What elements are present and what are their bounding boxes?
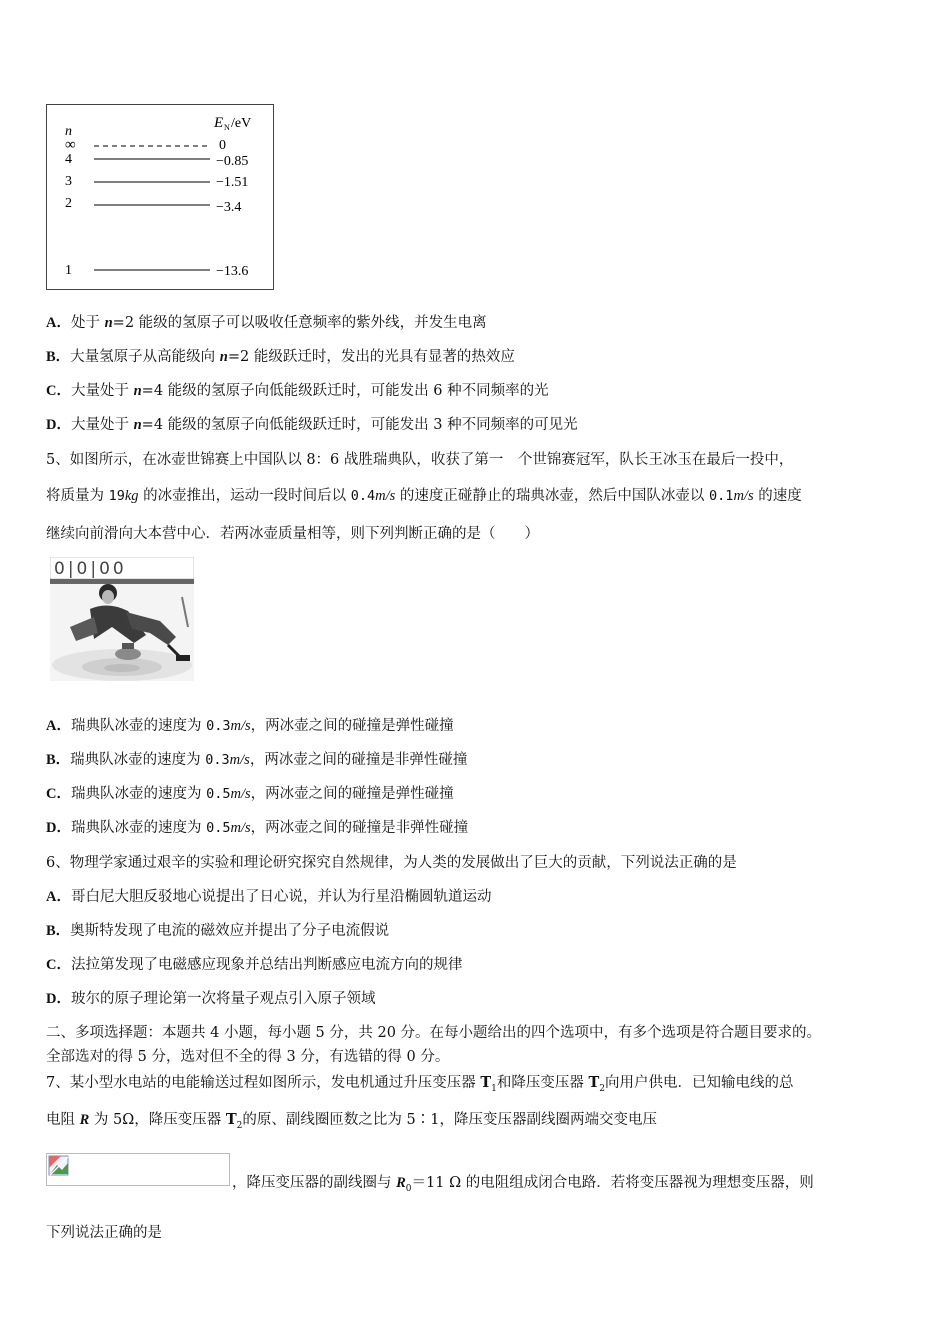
section2-instructions-line1: 二、多项选择题：本题共 4 小题，每小题 5 分，共 20 分。在每小题给出的四个选项中，有多个选项是符合题目要求的。 bbox=[46, 1025, 822, 1041]
q7-stem-line3: ，降压变压器的副线圈与 $R_0=11$ Ω 的电阻组成闭合电路．若将变压器视为理想变压器，则 bbox=[232, 1175, 814, 1194]
level-n-2: 2 bbox=[65, 196, 72, 211]
q7-stem-line1: 7、某小型水电站的电能输送过程如图所示，发电机通过升压变压器 $T_1$和降压变压器 $T_2$向用户供电．已知输电线的总 bbox=[46, 1074, 794, 1094]
q4-option-a: A．处于 n=2 能级的氢原子可以吸收任意频率的紫外线，并发生电离 bbox=[46, 315, 487, 331]
level-e-inf: 0 bbox=[219, 138, 226, 153]
level-n-3: 3 bbox=[65, 174, 72, 189]
e-axis-unit: /eV bbox=[231, 116, 252, 131]
energy-level-figure bbox=[47, 105, 273, 289]
q5-stem-line1: 5、如图所示，在冰壶世锦赛上中国队以 8：6 战胜瑞典队，收获了第一 个世锦赛冠军，队长王冰玉在最后一投中， bbox=[46, 452, 794, 468]
q6-option-d: D．玻尔的原子理论第一次将量子观点引入原子领域 bbox=[46, 991, 376, 1007]
curling-photo bbox=[50, 557, 194, 681]
q6-stem: 6、物理学家通过艰辛的实验和理论研究探究自然规律，为人类的发展做出了巨大的贡献，下列说法正确的是 bbox=[46, 855, 737, 871]
level-n-4: 4 bbox=[65, 152, 72, 167]
q6-option-c: C．法拉第发现了电磁感应现象并总结出判断感应电流方向的规律 bbox=[46, 957, 463, 973]
q7-stem-line2: 电阻 R 为 5Ω，降压变压器 $T_2$的原、副线圈匝数之比为 5∶1，降压变压器副线圈两端交变电压 bbox=[46, 1111, 657, 1131]
q4-option-c: C．大量处于 n=4 能级的氢原子向低能级跃迁时，可能发出 6 种不同频率的光 bbox=[46, 383, 549, 399]
q6-option-a: A．哥白尼大胆反驳地心说提出了日心说，并认为行星沿椭圆轨道运动 bbox=[46, 889, 492, 905]
q4-option-d: D．大量处于 n=4 能级的氢原子向低能级跃迁时，可能发出 3 种不同频率的可见光 bbox=[46, 417, 578, 433]
q5-option-c: C．瑞典队冰壶的速度为 0.5m/s，两冰壶之间的碰撞是弹性碰撞 bbox=[46, 786, 454, 802]
level-n-inf: ∞ bbox=[65, 137, 76, 153]
q5-stem-line3: 继续向前滑向大本营中心．若两冰壶质量相等，则下列判断正确的是（ ） bbox=[46, 526, 539, 542]
level-e-2: −3.4 bbox=[216, 200, 242, 215]
q5-option-d: D．瑞典队冰壶的速度为 0.5m/s，两冰壶之间的碰撞是非弹性碰撞 bbox=[46, 820, 469, 836]
q5-option-b: B．瑞典队冰壶的速度为 0.3m/s，两冰壶之间的碰撞是非弹性碰撞 bbox=[46, 752, 468, 768]
q7-stem-line4: 下列说法正确的是 bbox=[46, 1225, 162, 1241]
broken-image-icon bbox=[48, 1155, 70, 1177]
n-axis-label: n bbox=[65, 124, 72, 139]
e-axis-sub: N bbox=[224, 123, 230, 132]
q4-option-b: B．大量氢原子从高能级向 n=2 能级跃迁时，发出的光具有显著的热效应 bbox=[46, 349, 515, 365]
q6-option-b: B．奥斯特发现了电流的磁效应并提出了分子电流假说 bbox=[46, 923, 390, 939]
e-axis-label: E bbox=[214, 115, 224, 131]
level-e-1: −13.6 bbox=[216, 264, 249, 279]
section2-instructions-line2: 全部选对的得 5 分，选对但不全的得 3 分，有选错的得 0 分。 bbox=[46, 1049, 450, 1065]
q5-option-a: A．瑞典队冰壶的速度为 0.3m/s，两冰壶之间的碰撞是弹性碰撞 bbox=[46, 718, 454, 734]
curling-illustration bbox=[50, 557, 194, 681]
energy-level-diagram bbox=[46, 104, 274, 290]
level-e-3: −1.51 bbox=[216, 175, 249, 190]
voltage-formula-image bbox=[46, 1153, 230, 1186]
level-e-4: −0.85 bbox=[216, 154, 249, 169]
level-n-1: 1 bbox=[65, 263, 72, 278]
q5-stem-line2: 将质量为 19kg 的冰壶推出，运动一段时间后以 0.4m/s 的速度正碰静止的瑞典冰壶，然后中国队冰壶以 0.1m/s 的速度 bbox=[46, 488, 802, 504]
scoreboard-digits: 0|0|00 bbox=[54, 559, 127, 579]
